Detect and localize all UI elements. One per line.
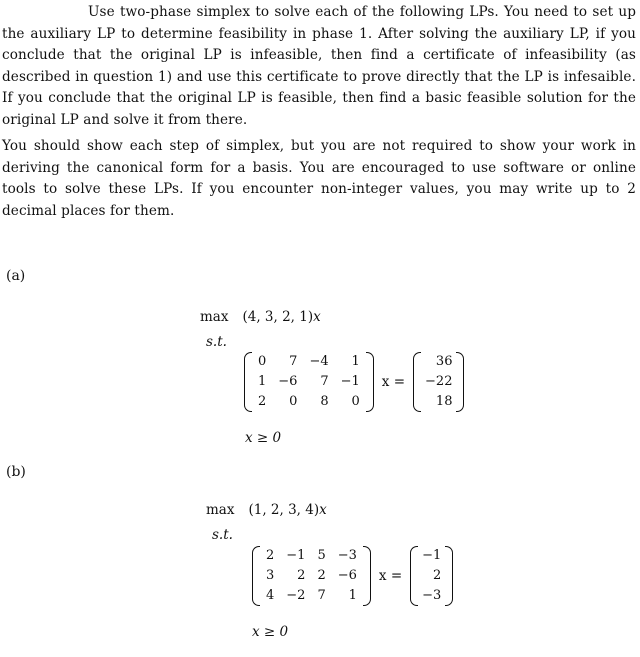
rhs-vector xyxy=(410,546,453,606)
intro-paragraph-1: Use two-phase simplex to solve each of the following LPs. You need to set up the auxiliary LP to determine feasibility in phase 1. After solving the auxiliary LP, if you conclude that the original LP is infeasible, then find a certificate of infeasibility (as described in question 1) and use this certificate to prove directly that the LP is infesaible. If you conclude that the original LP is feasible, then find a basic feasible solution for the original LP and solve it from there. xyxy=(2,4,636,128)
rhs-cell: −3 xyxy=(422,588,442,603)
matrix-cell: 2 xyxy=(266,548,275,563)
matrix-cell: −1 xyxy=(340,374,360,389)
objective-variable: x xyxy=(319,502,327,518)
matrix-cell: 2 xyxy=(297,568,306,583)
matrix-cell: −2 xyxy=(286,588,306,603)
matrix-cell: −6 xyxy=(278,374,298,389)
matrix-cell: 0 xyxy=(351,394,360,409)
problem-a-objective xyxy=(200,309,321,325)
matrix-cell: 1 xyxy=(351,354,360,369)
matrix-cell: −4 xyxy=(309,354,329,369)
matrix-cell: 2 xyxy=(258,394,267,409)
matrix-cell: 7 xyxy=(317,588,326,603)
objective-variable: x xyxy=(313,309,321,325)
rhs-cell: −1 xyxy=(422,548,442,563)
problem-a-constraints xyxy=(244,352,464,412)
matrix-cell: 7 xyxy=(289,354,298,369)
matrix-cell: −1 xyxy=(286,548,306,563)
problem-b-constraints xyxy=(252,546,453,606)
matrix-cell: −3 xyxy=(337,548,357,563)
rhs-vector xyxy=(413,352,464,412)
matrix-cell: 2 xyxy=(317,568,326,583)
matrix-cell: 1 xyxy=(258,374,267,389)
rhs-cell: −22 xyxy=(425,374,453,389)
problem-a-subject-to: s.t. xyxy=(206,334,227,350)
problem-b-label: (b) xyxy=(6,464,26,480)
problem-a-label: (a) xyxy=(6,268,26,284)
objective-operator: max xyxy=(200,309,229,325)
rhs-cell: 36 xyxy=(435,354,453,369)
objective-vector: (4, 3, 2, 1) xyxy=(242,309,314,325)
problem-b-objective xyxy=(206,502,327,518)
rhs-cell: 18 xyxy=(435,394,453,409)
matrix-cell: 5 xyxy=(317,548,326,563)
matrix-cell: 3 xyxy=(266,568,275,583)
matrix-cell: 1 xyxy=(348,588,357,603)
matrix-cell: 7 xyxy=(320,374,329,389)
equation-variable: x = xyxy=(378,568,403,584)
objective-vector: (1, 2, 3, 4) xyxy=(248,502,320,518)
problem-b-nonnegativity: x ≥ 0 xyxy=(252,624,289,640)
intro-paragraph-2: You should show each step of simplex, but you are not required to show your work in deriving the canonical form for a basis. You are encouraged to use software or online tools to solve these LPs. If you encounter non-integer values, you may write up to 2 decimal places for them. xyxy=(2,138,636,219)
coefficient-matrix xyxy=(244,352,374,412)
matrix-cell: 0 xyxy=(258,354,267,369)
matrix-cell: 4 xyxy=(266,588,275,603)
problem-a-nonnegativity: x ≥ 0 xyxy=(245,430,282,446)
equation-variable: x = xyxy=(381,374,406,390)
matrix-cell: 0 xyxy=(289,394,298,409)
problem-b-subject-to: s.t. xyxy=(212,527,233,543)
matrix-cell: 8 xyxy=(320,394,329,409)
rhs-cell: 2 xyxy=(433,568,442,583)
coefficient-matrix xyxy=(252,546,371,606)
objective-operator: max xyxy=(206,502,235,518)
matrix-cell: −6 xyxy=(337,568,357,583)
